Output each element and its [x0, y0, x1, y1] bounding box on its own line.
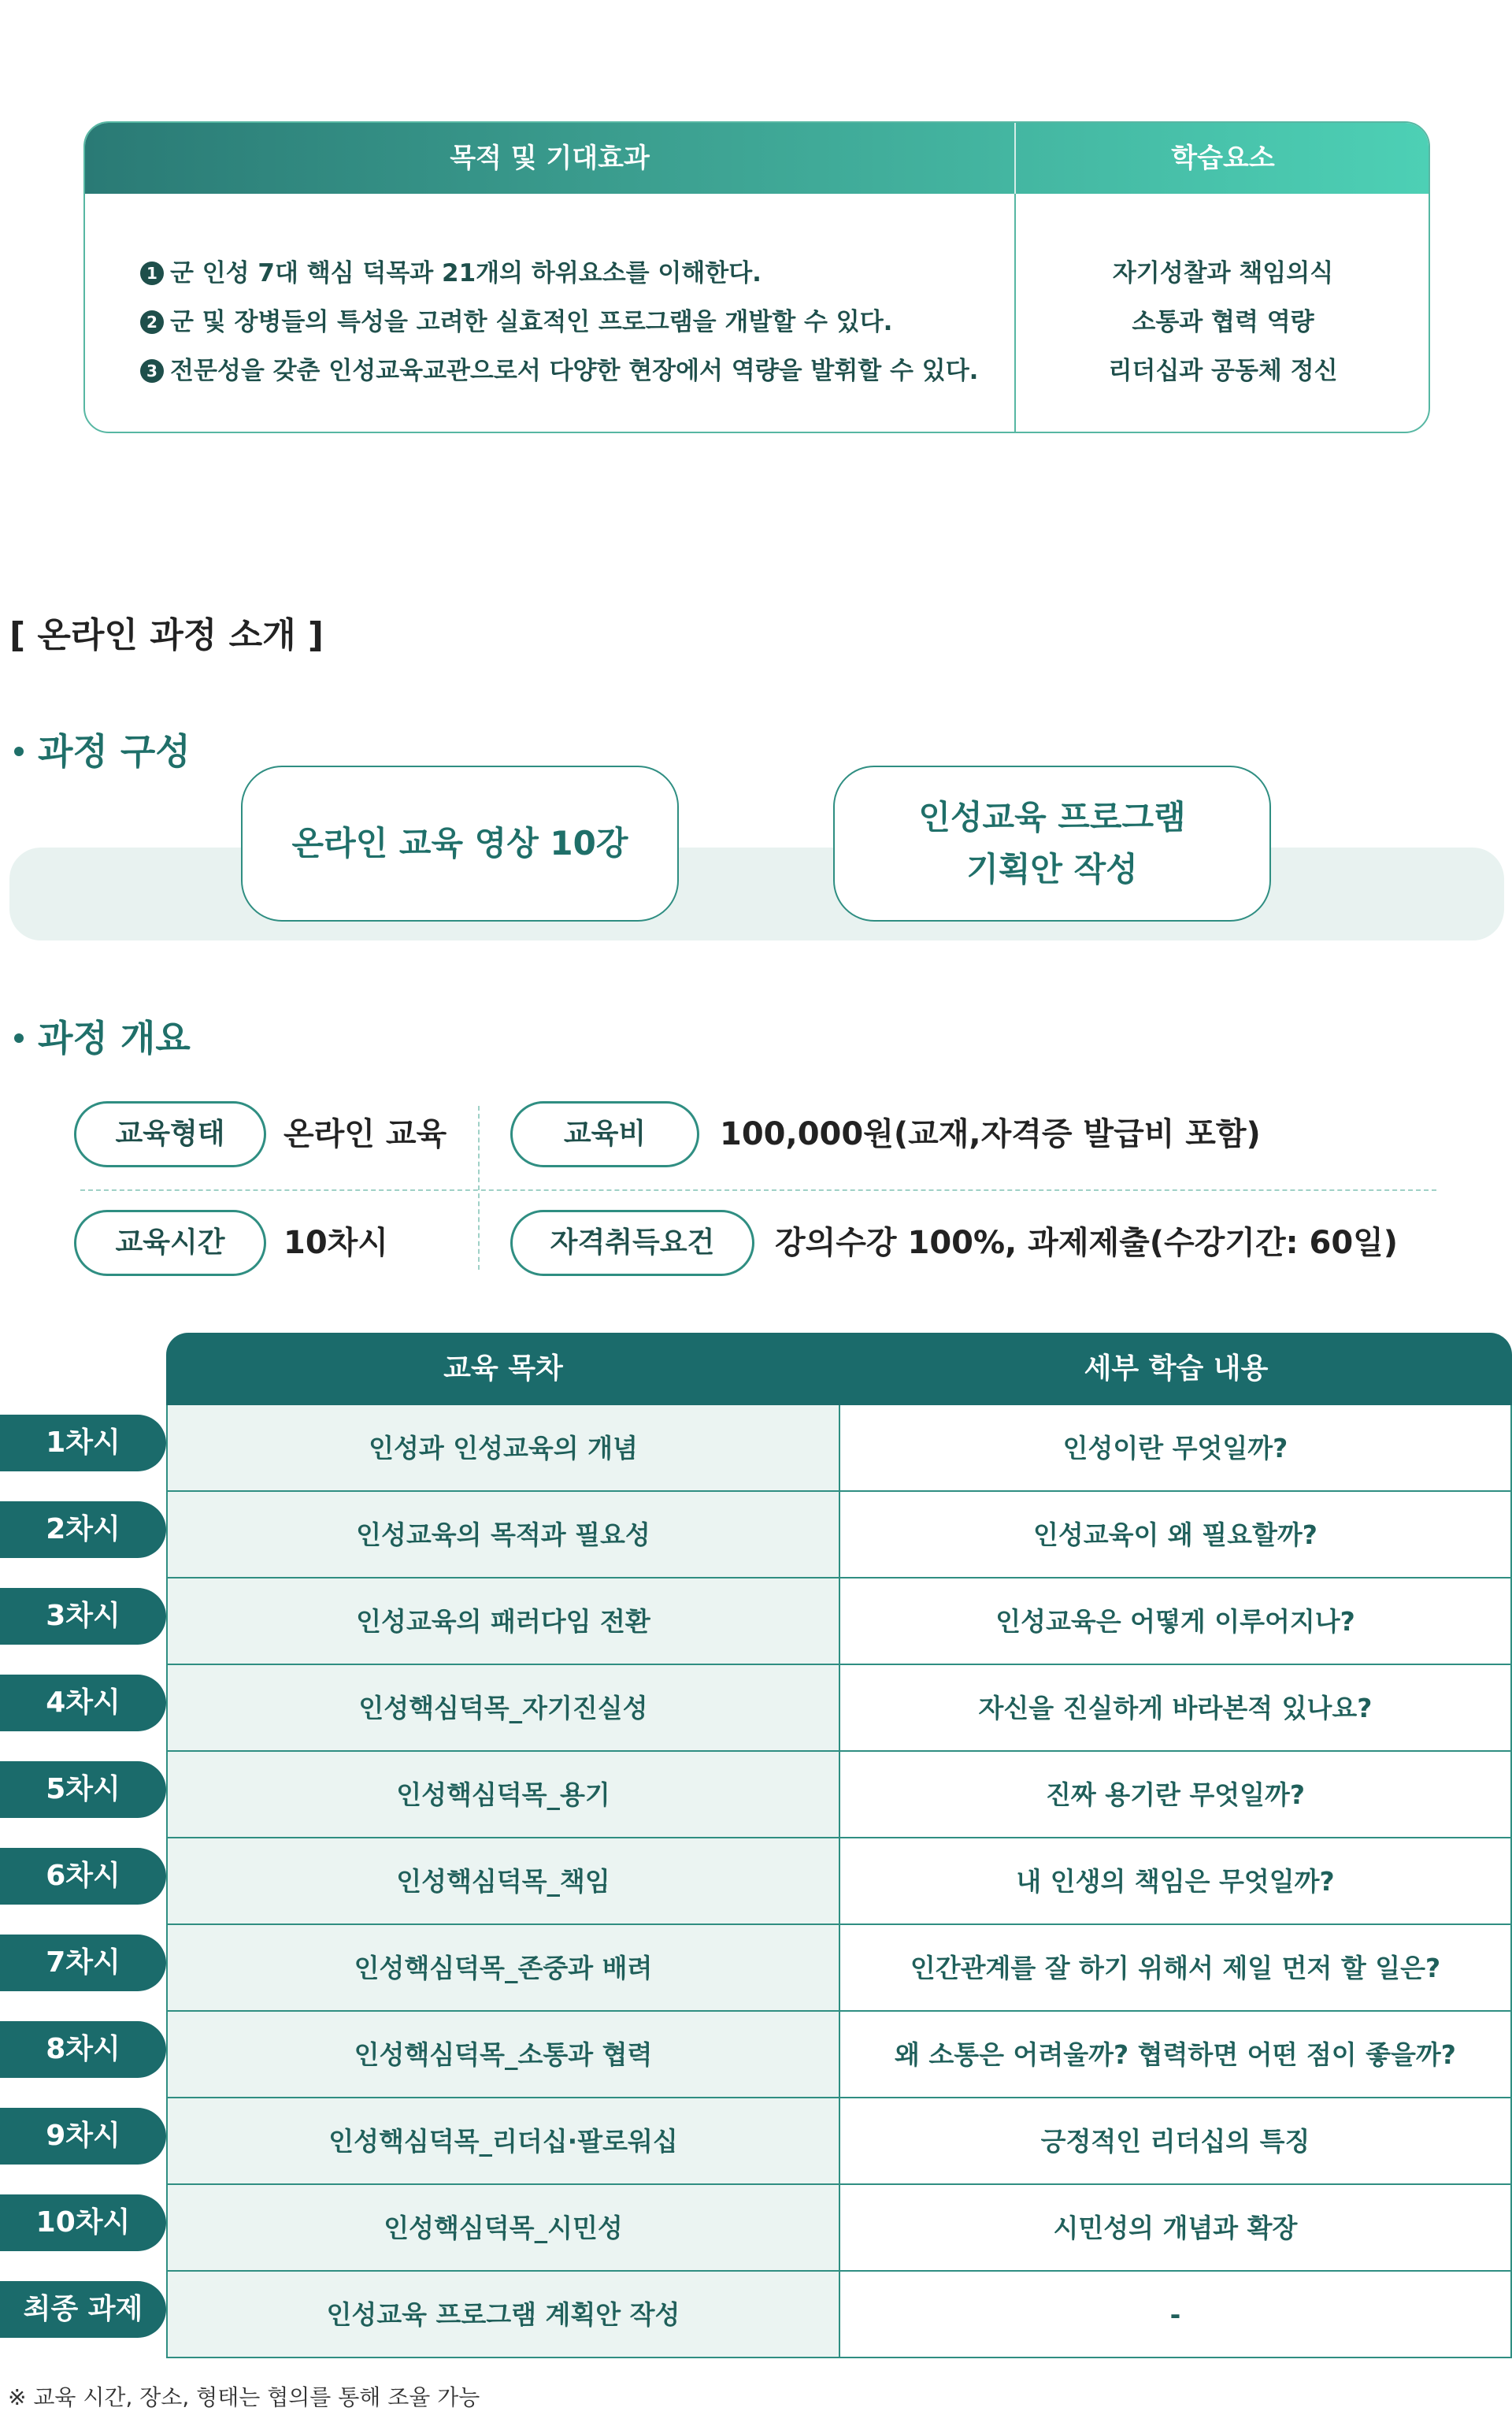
detail-cell: 자신을 진실하게 바라본적 있나요? [840, 1665, 1512, 1752]
detail-cell: 인성이란 무엇일까? [840, 1405, 1512, 1492]
education-type-value: 온라인 교육 [284, 1116, 447, 1152]
session-tab: 2차시 [0, 1501, 166, 1558]
element-item: 소통과 협력 역량 [1132, 308, 1314, 336]
detail-cell: 긍정적인 리더십의 특징 [840, 2098, 1512, 2185]
circled-number-icon: 1 [140, 262, 164, 285]
education-time-label: 교육시간 [74, 1210, 266, 1276]
fee-label: 교육비 [510, 1101, 699, 1167]
schedule-header-detail: 세부 학습 내용 [1084, 1352, 1269, 1385]
detail-cell: - [840, 2272, 1512, 2358]
table-row [0, 1925, 1512, 2012]
table-row [0, 1492, 1512, 1578]
overview-title [14, 1010, 191, 1062]
session-tab: 5차시 [0, 1761, 166, 1818]
topic-cell: 인성교육 프로그램 계획안 작성 [166, 2272, 840, 2358]
table-row [0, 2185, 1512, 2272]
objectives-table [83, 121, 1430, 433]
topic-cell: 인성핵심덕목_존중과 배려 [166, 1925, 840, 2012]
detail-cell: 내 인생의 책임은 무엇일까? [840, 1838, 1512, 1925]
element-item: 리더십과 공동체 정신 [1108, 357, 1338, 385]
table-row [0, 1838, 1512, 1925]
detail-cell: 시민성의 개념과 확장 [840, 2185, 1512, 2272]
session-tab: 최종 과제 [0, 2281, 166, 2338]
bullet-icon [14, 1033, 24, 1043]
detail-cell: 왜 소통은 어려울까? 협력하면 어떤 점이 좋을까? [840, 2012, 1512, 2098]
composition-item-plan [833, 766, 1271, 922]
table-row [0, 2098, 1512, 2185]
schedule-rows [0, 1405, 1512, 2358]
session-tab: 3차시 [0, 1588, 166, 1645]
topic-cell: 인성핵심덕목_시민성 [166, 2185, 840, 2272]
session-tab: 7차시 [0, 1935, 166, 1991]
topic-cell: 인성핵심덕목_용기 [166, 1752, 840, 1838]
composition-title [14, 723, 191, 775]
session-tab: 6차시 [0, 1848, 166, 1905]
detail-cell: 인성교육이 왜 필요할까? [840, 1492, 1512, 1578]
composition-bar [9, 848, 1504, 940]
detail-cell: 인간관계를 잘 하기 위해서 제일 먼저 할 일은? [840, 1925, 1512, 2012]
goal-text: 전문성을 갖춘 인성교육교관으로서 다양한 현장에서 역량을 발휘할 수 있다. [170, 357, 979, 385]
topic-cell: 인성핵심덕목_책임 [166, 1838, 840, 1925]
element-list [1014, 249, 1430, 395]
detail-cell: 인성교육은 어떻게 이루어지나? [840, 1578, 1512, 1665]
topic-cell: 인성핵심덕목_자기진실성 [166, 1665, 840, 1752]
composition-item-label-line1: 인성교육 프로그램 [918, 798, 1186, 837]
circled-number-icon: 3 [140, 359, 164, 383]
overview-divider-horizontal [80, 1189, 1436, 1191]
schedule-header [166, 1333, 1512, 1405]
composition-item-videos [241, 766, 679, 922]
education-type-label: 교육형태 [74, 1101, 266, 1167]
detail-cell: 진짜 용기란 무엇일까? [840, 1752, 1512, 1838]
header-divider [1014, 123, 1016, 194]
composition-item-label: 온라인 교육 영상 10강 [291, 824, 628, 862]
goal-item [140, 249, 1006, 298]
overview-divider-vertical [478, 1106, 480, 1270]
topic-cell: 인성핵심덕목_소통과 협력 [166, 2012, 840, 2098]
table-row [0, 1665, 1512, 1752]
elements-header: 학습요소 [1171, 143, 1275, 174]
topic-cell: 인성과 인성교육의 개념 [166, 1405, 840, 1492]
objectives-header [85, 123, 1429, 194]
circled-number-icon: 2 [140, 310, 164, 334]
table-row [0, 1752, 1512, 1838]
table-row [0, 2272, 1512, 2358]
fee-value: 100,000원(교재,자격증 발급비 포함) [720, 1116, 1261, 1152]
goal-list [140, 249, 1006, 395]
certification-label: 자격취득요건 [510, 1210, 754, 1276]
goal-item [140, 298, 1006, 347]
schedule-header-topic: 교육 목차 [443, 1352, 563, 1385]
composition-item-label-line2: 기획안 작성 [966, 850, 1138, 888]
topic-cell: 인성핵심덕목_리더십·팔로워십 [166, 2098, 840, 2185]
goal-text: 군 인성 7대 핵심 덕목과 21개의 하위요소를 이해한다. [170, 259, 762, 288]
session-tab: 1차시 [0, 1415, 166, 1471]
table-row [0, 1578, 1512, 1665]
composition-title-text: 과정 구성 [38, 730, 191, 773]
session-tab: 4차시 [0, 1675, 166, 1731]
goal-item [140, 347, 1006, 395]
topic-cell: 인성교육의 목적과 필요성 [166, 1492, 840, 1578]
footnote: ※ 교육 시간, 장소, 형태는 협의를 통해 조율 가능 [8, 2384, 480, 2410]
certification-value: 강의수강 100%, 과제제출(수강기간: 60일) [775, 1225, 1399, 1261]
session-tab: 9차시 [0, 2108, 166, 2165]
goal-text: 군 및 장병들의 특성을 고려한 실효적인 프로그램을 개발할 수 있다. [170, 308, 893, 336]
element-item: 자기성찰과 책임의식 [1112, 259, 1334, 288]
topic-cell: 인성교육의 패러다임 전환 [166, 1578, 840, 1665]
bullet-icon [14, 747, 24, 756]
education-time-value: 10차시 [284, 1225, 388, 1261]
goal-header: 목적 및 기대효과 [450, 143, 650, 174]
table-row [0, 1405, 1512, 1492]
section-title: [ 온라인 과정 소개 ] [9, 615, 324, 655]
table-row [0, 2012, 1512, 2098]
session-tab: 10차시 [0, 2194, 166, 2251]
session-tab: 8차시 [0, 2021, 166, 2078]
overview-title-text: 과정 개요 [38, 1017, 191, 1059]
